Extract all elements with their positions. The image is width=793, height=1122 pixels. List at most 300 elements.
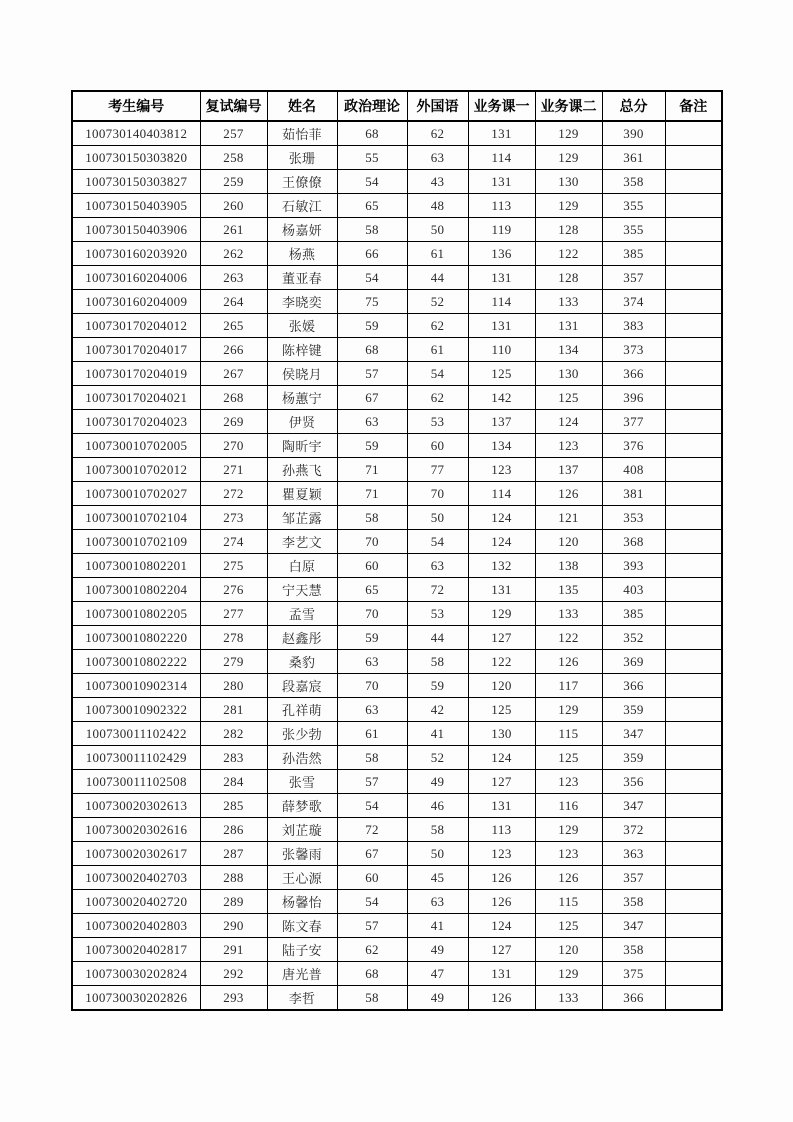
- cell-course-two: 122: [535, 242, 602, 266]
- cell-total: 357: [602, 866, 665, 890]
- table-row: [72, 410, 722, 434]
- table-row: [72, 818, 722, 842]
- cell-remark: [665, 362, 722, 386]
- cell-name: 杨馨怡: [267, 890, 337, 914]
- cell-name: 孙浩然: [267, 746, 337, 770]
- table-row: [72, 266, 722, 290]
- cell-candidate-no: 100730150303827: [72, 170, 200, 194]
- cell-total: 390: [602, 121, 665, 146]
- cell-course-two: 138: [535, 554, 602, 578]
- cell-foreign-language: 61: [407, 242, 468, 266]
- cell-total: 357: [602, 266, 665, 290]
- cell-foreign-language: 62: [407, 314, 468, 338]
- cell-total: 393: [602, 554, 665, 578]
- cell-politics: 54: [337, 266, 407, 290]
- table-row: [72, 194, 722, 218]
- cell-course-one: 120: [468, 674, 535, 698]
- cell-name: 茹怡菲: [267, 121, 337, 146]
- cell-retest-no: 281: [200, 698, 267, 722]
- cell-politics: 71: [337, 458, 407, 482]
- cell-foreign-language: 58: [407, 650, 468, 674]
- cell-foreign-language: 59: [407, 674, 468, 698]
- cell-course-one: 126: [468, 986, 535, 1011]
- cell-foreign-language: 50: [407, 842, 468, 866]
- column-header-foreign-language: 外国语: [407, 91, 468, 121]
- cell-total: 383: [602, 314, 665, 338]
- cell-foreign-language: 46: [407, 794, 468, 818]
- cell-name: 李晓奕: [267, 290, 337, 314]
- cell-remark: [665, 458, 722, 482]
- table-row: [72, 650, 722, 674]
- cell-remark: [665, 121, 722, 146]
- cell-retest-no: 279: [200, 650, 267, 674]
- cell-total: 377: [602, 410, 665, 434]
- cell-politics: 54: [337, 170, 407, 194]
- cell-remark: [665, 290, 722, 314]
- cell-course-two: 123: [535, 770, 602, 794]
- cell-foreign-language: 77: [407, 458, 468, 482]
- cell-remark: [665, 818, 722, 842]
- cell-remark: [665, 698, 722, 722]
- cell-candidate-no: 100730010702104: [72, 506, 200, 530]
- table-row: [72, 722, 722, 746]
- cell-course-one: 131: [468, 794, 535, 818]
- cell-politics: 59: [337, 434, 407, 458]
- cell-candidate-no: 100730150403905: [72, 194, 200, 218]
- cell-foreign-language: 61: [407, 338, 468, 362]
- cell-candidate-no: 100730170204021: [72, 386, 200, 410]
- cell-candidate-no: 100730160204006: [72, 266, 200, 290]
- cell-name: 瞿夏颖: [267, 482, 337, 506]
- table-row: [72, 386, 722, 410]
- cell-course-one: 114: [468, 482, 535, 506]
- cell-foreign-language: 42: [407, 698, 468, 722]
- cell-politics: 55: [337, 146, 407, 170]
- column-header-course-two: 业务课二: [535, 91, 602, 121]
- cell-course-two: 125: [535, 914, 602, 938]
- cell-retest-no: 289: [200, 890, 267, 914]
- cell-remark: [665, 962, 722, 986]
- cell-retest-no: 282: [200, 722, 267, 746]
- cell-name: 张媛: [267, 314, 337, 338]
- cell-politics: 68: [337, 962, 407, 986]
- cell-total: 381: [602, 482, 665, 506]
- cell-total: 366: [602, 674, 665, 698]
- cell-foreign-language: 53: [407, 410, 468, 434]
- cell-name: 孟雪: [267, 602, 337, 626]
- cell-name: 李哲: [267, 986, 337, 1011]
- cell-retest-no: 273: [200, 506, 267, 530]
- table-row: [72, 674, 722, 698]
- cell-foreign-language: 50: [407, 218, 468, 242]
- cell-candidate-no: 100730170204023: [72, 410, 200, 434]
- cell-name: 李艺文: [267, 530, 337, 554]
- cell-course-two: 129: [535, 194, 602, 218]
- cell-politics: 65: [337, 194, 407, 218]
- cell-course-one: 131: [468, 170, 535, 194]
- cell-total: 372: [602, 818, 665, 842]
- cell-retest-no: 266: [200, 338, 267, 362]
- table-row: [72, 458, 722, 482]
- cell-name: 宁天慧: [267, 578, 337, 602]
- cell-candidate-no: 100730010702027: [72, 482, 200, 506]
- cell-course-two: 129: [535, 962, 602, 986]
- table-row: [72, 554, 722, 578]
- cell-foreign-language: 49: [407, 938, 468, 962]
- cell-remark: [665, 218, 722, 242]
- cell-name: 孔祥萌: [267, 698, 337, 722]
- cell-candidate-no: 100730020402817: [72, 938, 200, 962]
- cell-total: 358: [602, 890, 665, 914]
- cell-name: 伊贤: [267, 410, 337, 434]
- cell-candidate-no: 100730010802204: [72, 578, 200, 602]
- cell-foreign-language: 52: [407, 290, 468, 314]
- cell-foreign-language: 54: [407, 530, 468, 554]
- cell-name: 陆子安: [267, 938, 337, 962]
- cell-remark: [665, 650, 722, 674]
- table-row: [72, 218, 722, 242]
- cell-name: 王僚僚: [267, 170, 337, 194]
- cell-candidate-no: 100730010802220: [72, 626, 200, 650]
- cell-name: 张雪: [267, 770, 337, 794]
- cell-foreign-language: 60: [407, 434, 468, 458]
- cell-course-one: 123: [468, 458, 535, 482]
- cell-course-two: 133: [535, 290, 602, 314]
- table-row: [72, 434, 722, 458]
- column-header-name: 姓名: [267, 91, 337, 121]
- cell-politics: 62: [337, 938, 407, 962]
- table-row: [72, 890, 722, 914]
- cell-course-one: 125: [468, 362, 535, 386]
- cell-retest-no: 265: [200, 314, 267, 338]
- table-row: [72, 986, 722, 1011]
- cell-course-one: 124: [468, 746, 535, 770]
- cell-course-two: 126: [535, 482, 602, 506]
- cell-total: 376: [602, 434, 665, 458]
- cell-total: 368: [602, 530, 665, 554]
- cell-course-one: 124: [468, 506, 535, 530]
- table-row: [72, 842, 722, 866]
- cell-remark: [665, 194, 722, 218]
- cell-remark: [665, 746, 722, 770]
- cell-name: 杨蕙宁: [267, 386, 337, 410]
- cell-total: 356: [602, 770, 665, 794]
- cell-course-two: 129: [535, 818, 602, 842]
- cell-course-two: 133: [535, 602, 602, 626]
- cell-foreign-language: 49: [407, 770, 468, 794]
- cell-candidate-no: 100730020302616: [72, 818, 200, 842]
- cell-politics: 70: [337, 602, 407, 626]
- cell-course-one: 130: [468, 722, 535, 746]
- cell-foreign-language: 62: [407, 121, 468, 146]
- cell-retest-no: 285: [200, 794, 267, 818]
- cell-total: 375: [602, 962, 665, 986]
- cell-course-two: 122: [535, 626, 602, 650]
- cell-candidate-no: 100730020402703: [72, 866, 200, 890]
- cell-retest-no: 291: [200, 938, 267, 962]
- cell-remark: [665, 578, 722, 602]
- cell-retest-no: 290: [200, 914, 267, 938]
- cell-candidate-no: 100730020302617: [72, 842, 200, 866]
- cell-foreign-language: 50: [407, 506, 468, 530]
- cell-foreign-language: 63: [407, 554, 468, 578]
- column-header-total: 总分: [602, 91, 665, 121]
- cell-course-two: 121: [535, 506, 602, 530]
- cell-course-two: 129: [535, 698, 602, 722]
- cell-retest-no: 264: [200, 290, 267, 314]
- table-row: [72, 242, 722, 266]
- table-row: [72, 770, 722, 794]
- cell-name: 邹芷露: [267, 506, 337, 530]
- cell-politics: 63: [337, 410, 407, 434]
- cell-total: 359: [602, 698, 665, 722]
- table-row: [72, 146, 722, 170]
- cell-retest-no: 288: [200, 866, 267, 890]
- cell-foreign-language: 54: [407, 362, 468, 386]
- cell-course-two: 116: [535, 794, 602, 818]
- cell-politics: 58: [337, 986, 407, 1011]
- cell-course-one: 124: [468, 914, 535, 938]
- cell-course-one: 131: [468, 962, 535, 986]
- cell-total: 403: [602, 578, 665, 602]
- cell-candidate-no: 100730170204012: [72, 314, 200, 338]
- cell-candidate-no: 100730010902322: [72, 698, 200, 722]
- cell-politics: 57: [337, 770, 407, 794]
- cell-candidate-no: 100730010802205: [72, 602, 200, 626]
- table-row: [72, 602, 722, 626]
- cell-course-two: 123: [535, 842, 602, 866]
- cell-total: 358: [602, 938, 665, 962]
- cell-name: 王心源: [267, 866, 337, 890]
- column-header-retest-no: 复试编号: [200, 91, 267, 121]
- cell-name: 侯晓月: [267, 362, 337, 386]
- cell-politics: 63: [337, 650, 407, 674]
- table-row: [72, 938, 722, 962]
- cell-politics: 68: [337, 121, 407, 146]
- cell-total: 385: [602, 242, 665, 266]
- cell-total: 385: [602, 602, 665, 626]
- cell-politics: 71: [337, 482, 407, 506]
- cell-course-one: 132: [468, 554, 535, 578]
- cell-course-one: 131: [468, 578, 535, 602]
- column-header-remark: 备注: [665, 91, 722, 121]
- cell-course-two: 124: [535, 410, 602, 434]
- cell-course-one: 126: [468, 890, 535, 914]
- table-row: [72, 338, 722, 362]
- table-row: [72, 626, 722, 650]
- cell-remark: [665, 986, 722, 1011]
- cell-politics: 60: [337, 866, 407, 890]
- cell-foreign-language: 58: [407, 818, 468, 842]
- cell-course-two: 120: [535, 530, 602, 554]
- cell-course-two: 123: [535, 434, 602, 458]
- table-row: [72, 362, 722, 386]
- cell-remark: [665, 482, 722, 506]
- cell-name: 石敏江: [267, 194, 337, 218]
- cell-total: 363: [602, 842, 665, 866]
- cell-name: 张少勃: [267, 722, 337, 746]
- cell-politics: 54: [337, 890, 407, 914]
- cell-retest-no: 278: [200, 626, 267, 650]
- cell-name: 薛梦歌: [267, 794, 337, 818]
- cell-remark: [665, 602, 722, 626]
- cell-retest-no: 267: [200, 362, 267, 386]
- cell-remark: [665, 266, 722, 290]
- cell-politics: 59: [337, 626, 407, 650]
- cell-course-two: 125: [535, 386, 602, 410]
- cell-candidate-no: 100730020402803: [72, 914, 200, 938]
- cell-total: 369: [602, 650, 665, 674]
- cell-politics: 67: [337, 842, 407, 866]
- cell-course-one: 123: [468, 842, 535, 866]
- cell-course-two: 125: [535, 746, 602, 770]
- cell-name: 段嘉宸: [267, 674, 337, 698]
- cell-name: 杨嘉妍: [267, 218, 337, 242]
- cell-foreign-language: 45: [407, 866, 468, 890]
- cell-candidate-no: 100730011102429: [72, 746, 200, 770]
- cell-candidate-no: 100730010802201: [72, 554, 200, 578]
- cell-retest-no: 277: [200, 602, 267, 626]
- cell-total: 347: [602, 914, 665, 938]
- cell-foreign-language: 44: [407, 266, 468, 290]
- table-row: [72, 698, 722, 722]
- cell-remark: [665, 434, 722, 458]
- cell-remark: [665, 842, 722, 866]
- cell-foreign-language: 63: [407, 146, 468, 170]
- cell-candidate-no: 100730010702109: [72, 530, 200, 554]
- cell-total: 358: [602, 170, 665, 194]
- column-header-candidate-no: 考生编号: [72, 91, 200, 121]
- cell-retest-no: 292: [200, 962, 267, 986]
- cell-candidate-no: 100730170204017: [72, 338, 200, 362]
- cell-course-two: 129: [535, 146, 602, 170]
- table-row: [72, 290, 722, 314]
- cell-total: 353: [602, 506, 665, 530]
- column-header-course-one: 业务课一: [468, 91, 535, 121]
- cell-name: 张珊: [267, 146, 337, 170]
- cell-remark: [665, 626, 722, 650]
- cell-total: 373: [602, 338, 665, 362]
- cell-politics: 67: [337, 386, 407, 410]
- cell-remark: [665, 146, 722, 170]
- cell-foreign-language: 47: [407, 962, 468, 986]
- cell-name: 唐光普: [267, 962, 337, 986]
- cell-retest-no: 280: [200, 674, 267, 698]
- cell-remark: [665, 506, 722, 530]
- cell-total: 408: [602, 458, 665, 482]
- cell-candidate-no: 100730010802222: [72, 650, 200, 674]
- cell-remark: [665, 410, 722, 434]
- table-row: [72, 482, 722, 506]
- cell-candidate-no: 100730030202824: [72, 962, 200, 986]
- cell-politics: 57: [337, 914, 407, 938]
- cell-name: 陈文春: [267, 914, 337, 938]
- cell-foreign-language: 53: [407, 602, 468, 626]
- cell-remark: [665, 770, 722, 794]
- cell-politics: 70: [337, 674, 407, 698]
- cell-foreign-language: 43: [407, 170, 468, 194]
- cell-course-one: 142: [468, 386, 535, 410]
- cell-retest-no: 283: [200, 746, 267, 770]
- cell-politics: 68: [337, 338, 407, 362]
- cell-course-one: 134: [468, 434, 535, 458]
- cell-remark: [665, 386, 722, 410]
- cell-politics: 72: [337, 818, 407, 842]
- cell-course-two: 126: [535, 866, 602, 890]
- cell-total: 374: [602, 290, 665, 314]
- cell-foreign-language: 70: [407, 482, 468, 506]
- cell-course-one: 126: [468, 866, 535, 890]
- table-row: [72, 914, 722, 938]
- cell-candidate-no: 100730010702012: [72, 458, 200, 482]
- table-row: [72, 506, 722, 530]
- cell-retest-no: 268: [200, 386, 267, 410]
- cell-candidate-no: 100730010902314: [72, 674, 200, 698]
- scores-table-header: [72, 91, 722, 121]
- cell-retest-no: 271: [200, 458, 267, 482]
- cell-name: 白原: [267, 554, 337, 578]
- cell-course-one: 129: [468, 602, 535, 626]
- cell-politics: 57: [337, 362, 407, 386]
- cell-foreign-language: 62: [407, 386, 468, 410]
- cell-course-one: 127: [468, 938, 535, 962]
- cell-course-one: 127: [468, 770, 535, 794]
- cell-politics: 59: [337, 314, 407, 338]
- cell-politics: 75: [337, 290, 407, 314]
- cell-course-two: 128: [535, 218, 602, 242]
- cell-course-two: 126: [535, 650, 602, 674]
- table-row: [72, 170, 722, 194]
- cell-name: 孙燕飞: [267, 458, 337, 482]
- cell-name: 刘芷璇: [267, 818, 337, 842]
- cell-total: 347: [602, 722, 665, 746]
- cell-candidate-no: 100730150303820: [72, 146, 200, 170]
- table-row: [72, 530, 722, 554]
- cell-foreign-language: 49: [407, 986, 468, 1011]
- cell-course-two: 135: [535, 578, 602, 602]
- cell-foreign-language: 48: [407, 194, 468, 218]
- cell-politics: 66: [337, 242, 407, 266]
- cell-candidate-no: 100730020402720: [72, 890, 200, 914]
- cell-retest-no: 274: [200, 530, 267, 554]
- cell-remark: [665, 890, 722, 914]
- cell-total: 366: [602, 362, 665, 386]
- cell-course-two: 130: [535, 170, 602, 194]
- cell-course-one: 119: [468, 218, 535, 242]
- cell-foreign-language: 52: [407, 746, 468, 770]
- cell-candidate-no: 100730160203920: [72, 242, 200, 266]
- cell-remark: [665, 242, 722, 266]
- table-row: [72, 746, 722, 770]
- table-row: [72, 578, 722, 602]
- cell-retest-no: 272: [200, 482, 267, 506]
- cell-course-two: 130: [535, 362, 602, 386]
- cell-course-one: 114: [468, 146, 535, 170]
- cell-total: 396: [602, 386, 665, 410]
- cell-remark: [665, 530, 722, 554]
- cell-course-one: 131: [468, 266, 535, 290]
- cell-course-one: 127: [468, 626, 535, 650]
- column-header-politics: 政治理论: [337, 91, 407, 121]
- cell-retest-no: 270: [200, 434, 267, 458]
- cell-course-one: 110: [468, 338, 535, 362]
- cell-retest-no: 262: [200, 242, 267, 266]
- table-row: [72, 121, 722, 146]
- cell-remark: [665, 170, 722, 194]
- cell-name: 杨燕: [267, 242, 337, 266]
- cell-retest-no: 286: [200, 818, 267, 842]
- cell-course-one: 137: [468, 410, 535, 434]
